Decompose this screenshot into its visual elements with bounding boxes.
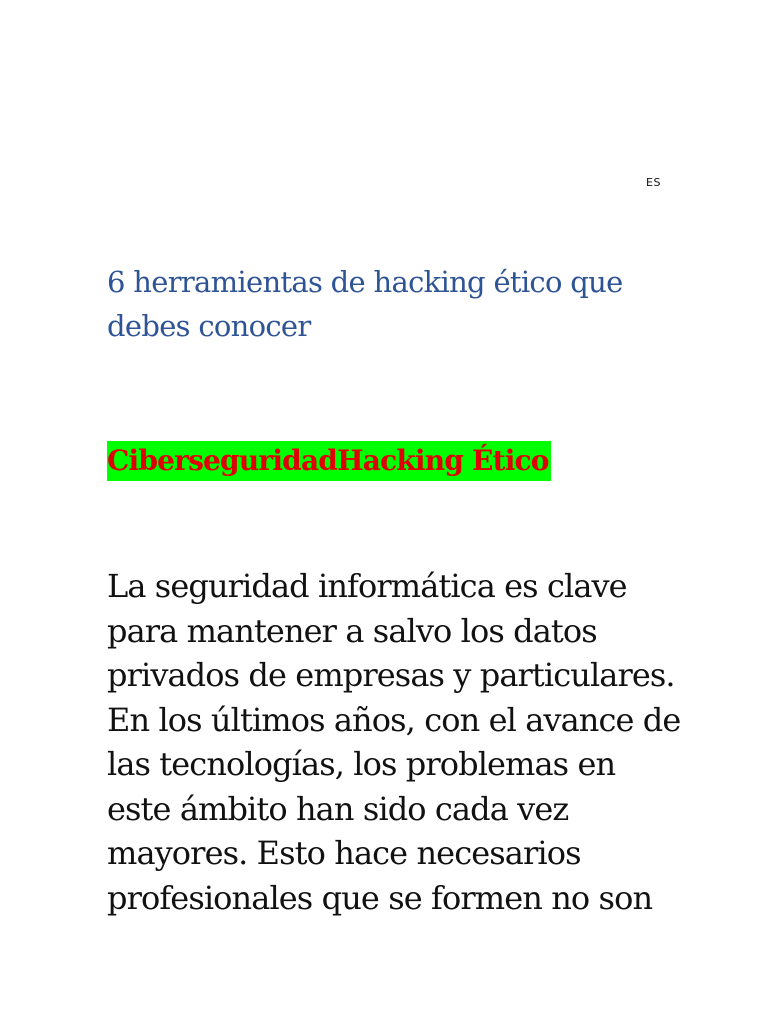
language-tag: ES	[646, 176, 661, 189]
category-tags	[107, 441, 551, 481]
body-line: privados de empresas y particulares.	[107, 656, 675, 694]
body-line: La seguridad informática es clave	[107, 567, 627, 605]
article-title: 6 herramientas de hacking ético que debes conocer	[107, 265, 623, 343]
tag-ciberseguridad[interactable]: Ciberseguridad	[107, 444, 338, 477]
article-body	[107, 564, 687, 920]
body-line: las tecnologías, los problemas en	[107, 745, 616, 783]
body-line: profesionales que se formen no son	[107, 878, 653, 917]
body-line: En los últimos años, con el avance de	[107, 700, 681, 739]
tag-hacking-etico[interactable]: Hacking Ético	[337, 444, 549, 477]
body-line: este ámbito han sido cada vez	[107, 789, 569, 828]
body-line: para mantener a salvo los datos	[107, 611, 597, 650]
body-line: mayores. Esto hace necesarios	[107, 834, 581, 872]
